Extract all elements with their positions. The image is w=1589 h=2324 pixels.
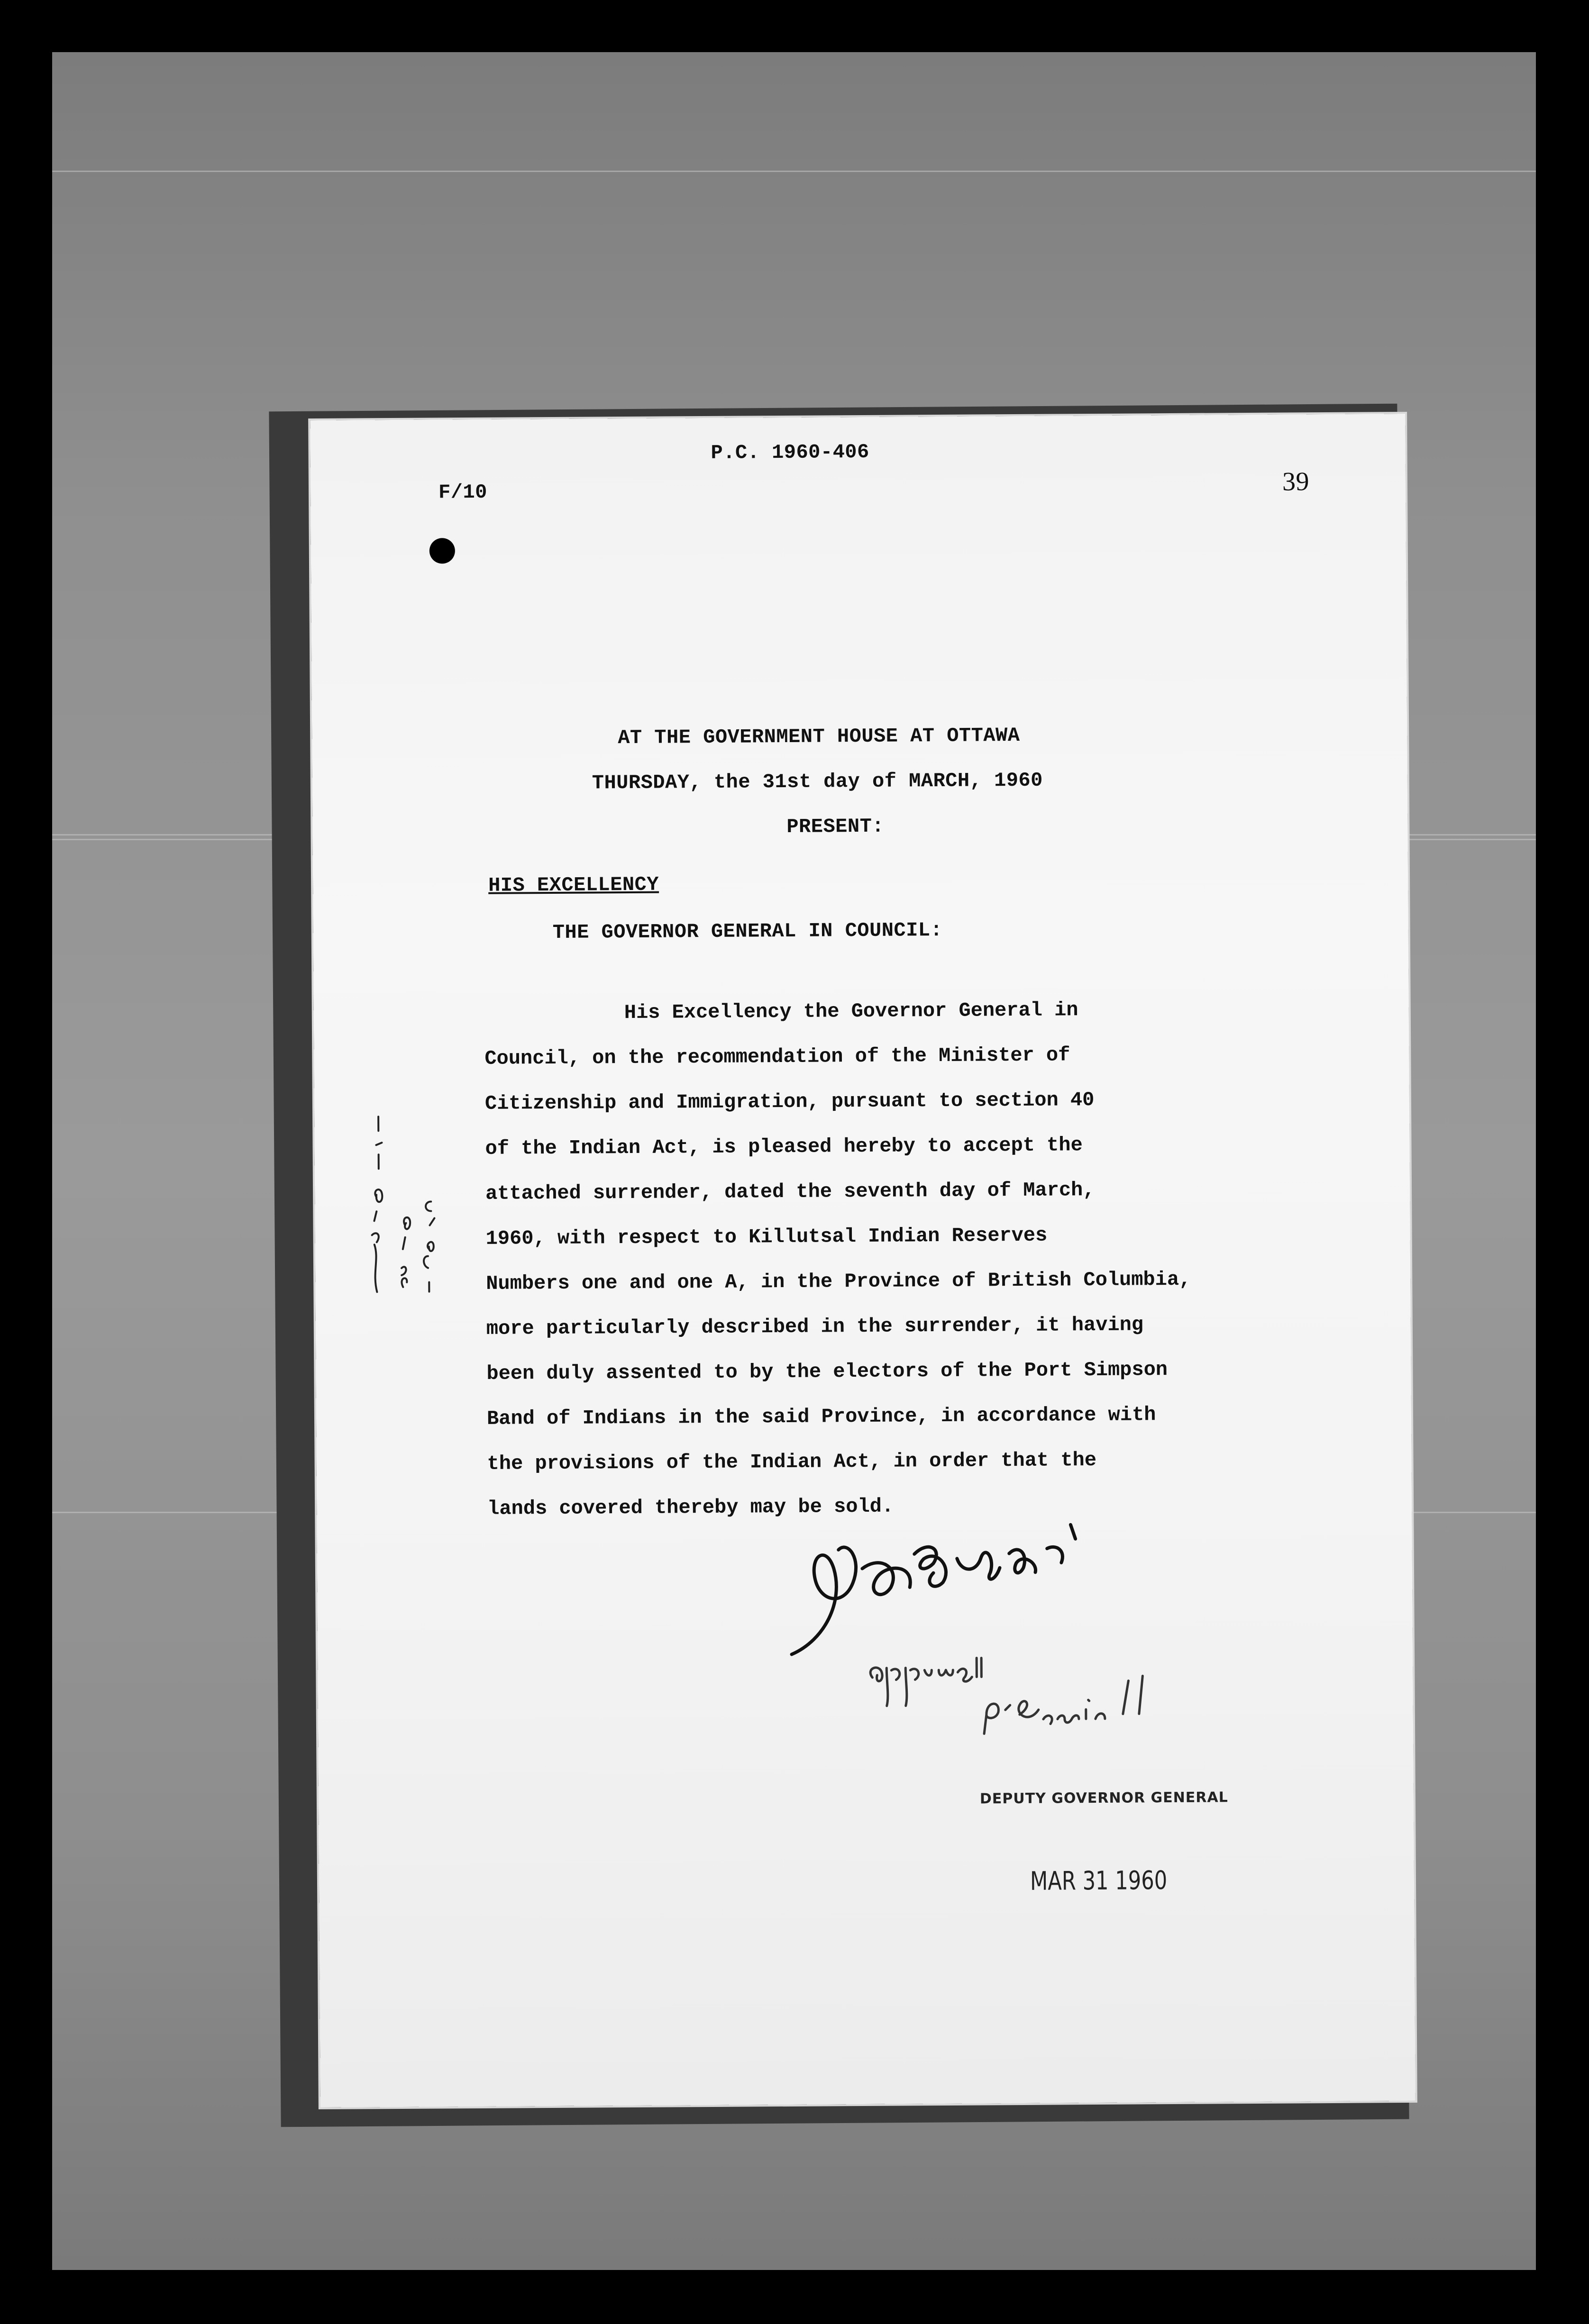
body-line: Council, on the recommendation of the Minister of bbox=[484, 1044, 1070, 1070]
document-page bbox=[310, 414, 1415, 2107]
addressee-line-1: HIS EXCELLENCY bbox=[488, 873, 659, 897]
scan-line bbox=[52, 171, 1536, 172]
body-line: more particularly described in the surrender, it having bbox=[486, 1313, 1144, 1340]
date-line: THURSDAY, the 31st day of MARCH, 1960 bbox=[592, 769, 1043, 795]
location-line: AT THE GOVERNMENT HOUSE AT OTTAWA bbox=[618, 724, 1020, 750]
body-line: lands covered thereby may be sold. bbox=[487, 1495, 894, 1520]
file-reference: F/10 bbox=[438, 481, 488, 504]
present-label: PRESENT: bbox=[786, 815, 885, 838]
handwritten-margin-notes-icon bbox=[357, 1102, 453, 1301]
order-number: P.C. 1960-406 bbox=[711, 440, 869, 464]
microfilm-frame bbox=[52, 52, 1536, 2270]
minister-signature bbox=[772, 1496, 1105, 1671]
body-line: attached surrender, dated the seventh day of March, bbox=[485, 1179, 1095, 1205]
margin-annotations bbox=[357, 1102, 453, 1301]
approval-signature-icon bbox=[863, 1647, 1224, 1753]
addressee-line-2: THE GOVERNOR GENERAL IN COUNCIL: bbox=[552, 918, 943, 944]
body-line: His Excellency the Governor General in bbox=[624, 999, 1078, 1025]
date-stamp: MAR 31 1960 bbox=[1030, 1865, 1168, 1896]
body-line: been duly assented to by the electors of the Port Simpson bbox=[486, 1358, 1168, 1385]
body-line: Numbers one and one A, in the Province of British Columbia, bbox=[486, 1268, 1191, 1295]
deputy-governor-stamp: DEPUTY GOVERNOR GENERAL bbox=[979, 1789, 1228, 1807]
body-line: Citizenship and Immigration, pursuant to section 40 bbox=[484, 1089, 1095, 1115]
body-line: of the Indian Act, is pleased hereby to accept the bbox=[485, 1134, 1083, 1160]
signature-icon bbox=[772, 1496, 1105, 1669]
punch-hole bbox=[429, 538, 455, 563]
approval-handwriting bbox=[863, 1647, 1224, 1756]
body-line: the provisions of the Indian Act, in order that the bbox=[487, 1448, 1097, 1475]
body-line: Band of Indians in the said Province, in accordance with bbox=[486, 1403, 1156, 1430]
page-number: 39 bbox=[1282, 467, 1310, 497]
body-line: 1960, with respect to Killutsal Indian Reserves bbox=[485, 1224, 1048, 1250]
